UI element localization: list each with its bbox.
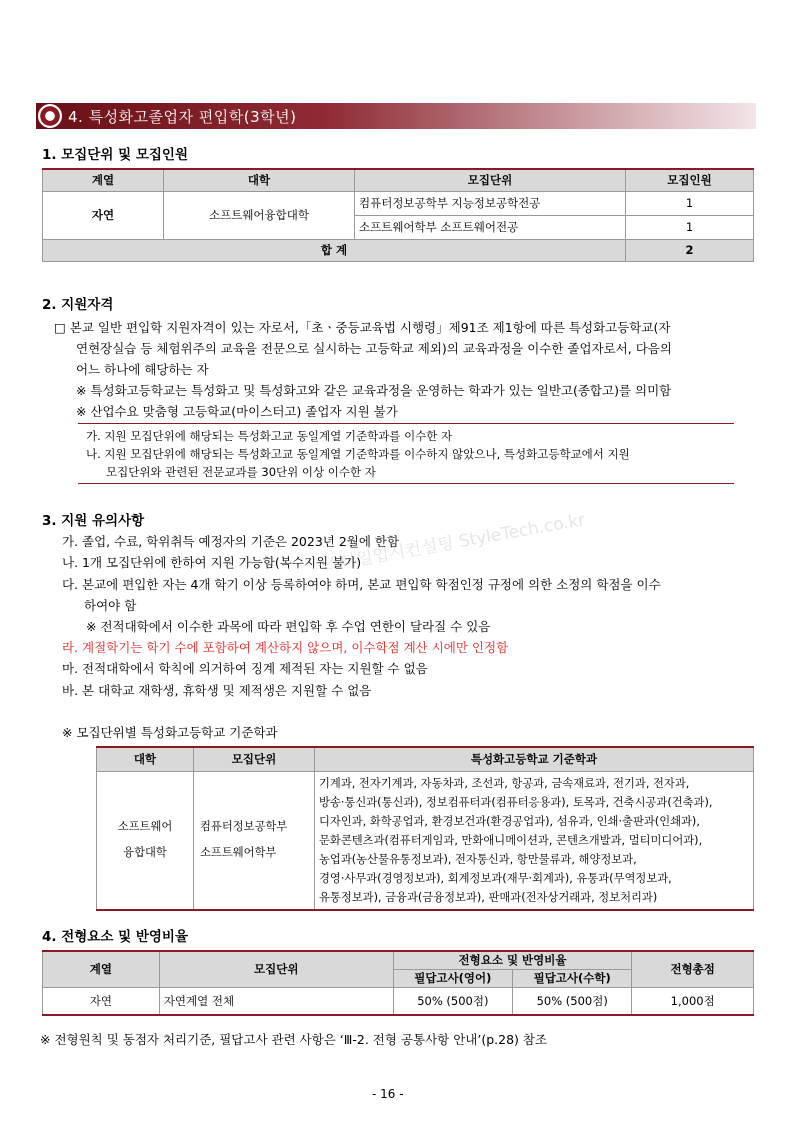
cell-eng: 50% (500점): [393, 987, 512, 1015]
notice-item-4: 라. 계절학기는 학기 수에 포함하여 계산하지 않으며, 이수학점 계산 시에만 인정함: [62, 640, 509, 655]
th-college: 대학: [164, 169, 355, 191]
sec2-note-2: ※ 산업수요 맞춤형 고등학교(마이스터고) 졸업자 지원 불가: [76, 404, 398, 419]
sec2-heading: 2. 지원자격: [42, 297, 114, 313]
cell-unit: 자연계열 전체: [159, 987, 393, 1015]
th-eng: 필답고사(영어): [393, 969, 512, 987]
cell-unit-1: 컴퓨터정보공학부 지능정보공학전공: [355, 191, 626, 215]
sec4-footnote: ※ 전형원칙 및 동점자 처리기준, 필답고사 관련 사항은 ‘Ⅲ-2. 전형 공통사항 안내’(p.28) 참조: [40, 1032, 548, 1047]
cell-math: 50% (500점): [513, 987, 632, 1015]
notice-item-3: 다. 본교에 편입한 자는 4개 학기 이상 등록하여야 하며, 본교 편입학 학점인정 규정에 의한 소정의 학점을 이수: [62, 577, 661, 592]
subject-line: 기계과, 전자기계과, 자동차과, 조선과, 항공과, 금속재료과, 전기과, 전자과,: [319, 776, 690, 790]
selection-table: [42, 950, 754, 1016]
sec2-para-line-2: 연현장실습 등 체험위주의 교육을 전문으로 실시하는 고등학교 제외)의 교육과정을 이수한 졸업자로서, 다음의: [76, 341, 672, 356]
notice-item-6: 바. 본 대학교 재학생, 휴학생 및 제적생은 지원할 수 없음: [62, 683, 372, 698]
cell-college: [97, 771, 194, 910]
total-value: 2: [626, 239, 754, 261]
watermark: 스타일입시컨설팅 StyleTech.co.kr: [322, 510, 587, 576]
total-label: 합 계: [43, 239, 626, 261]
th-field: 계열: [43, 169, 164, 191]
cell-subjects: [315, 771, 754, 910]
notice-note: ※ 전적대학에서 이수한 과목에 따라 편입학 후 수업 연한이 달라질 수 있음: [86, 619, 491, 634]
box-line-3: 모집단위와 관련된 전문교과를 30단위 이상 이수한 자: [106, 465, 376, 479]
cell-total: 1,000점: [632, 987, 754, 1015]
subject-line: 방송·통신과(통신과), 정보컴퓨터과(컴퓨터응용과), 토목과, 건축시공과(건축과),: [319, 795, 713, 809]
th-unit: 모집단위: [355, 169, 626, 191]
college-line-1: 소프트웨어: [117, 820, 173, 833]
subject-line: 농업과(농산물유통정보과), 전자통신과, 항만물류과, 해양정보과,: [319, 852, 637, 866]
sec1-heading: 1. 모집단위 및 모집인원: [42, 147, 188, 163]
dept-table: [96, 746, 754, 911]
th-field: 계열: [43, 951, 160, 987]
page-number: - 16 -: [372, 1087, 404, 1101]
section-banner: [36, 103, 756, 129]
th-math: 필답고사(수학): [513, 969, 632, 987]
eligibility-box: [78, 423, 734, 484]
th-unit: 모집단위: [194, 747, 315, 771]
cell-field: 자연: [43, 987, 160, 1015]
sec2-note-1: ※ 특성화고등학교는 특성화고 및 특성화고와 같은 교육과정을 운영하는 학과가 있는 일반고(종합고)를 의미함: [76, 383, 672, 398]
unit-line-2: 소프트웨어학부: [200, 846, 277, 859]
notice-item-2: 나. 1개 모집단위에 한하여 지원 가능함(복수지원 불가): [62, 555, 362, 570]
section-title: 4. 특성화고졸업자 편입학(3학년): [68, 107, 297, 126]
cell-college: 소프트웨어융합대학: [164, 191, 355, 239]
th-college: 대학: [97, 747, 194, 771]
sec2-para-line-3: 어느 하나에 해당하는 자: [76, 362, 209, 377]
notice-item-3-cont: 하여야 함: [84, 598, 137, 613]
sec2-para-line-1: □ 본교 일반 편입학 지원자격이 있는 자로서,「초ㆍ중등교육법 시행령」제91조 제1항에 따른 특성화고등학교(자: [54, 320, 671, 335]
college-line-2: 융합대학: [123, 846, 167, 859]
cell-field: 자연: [43, 191, 164, 239]
notice-item-1: 가. 졸업, 수료, 학위취득 예정자의 기준은 2023년 2월에 한함: [62, 534, 400, 549]
th-subjects: 특성화고등학교 기준학과: [315, 747, 754, 771]
sec3-heading: 3. 지원 유의사항: [42, 513, 145, 529]
dept-table-note: ※ 모집단위별 특성화고등학교 기준학과: [62, 725, 278, 740]
box-line-1: 가. 지원 모집단위에 해당되는 특성화고교 동일계열 기준학과를 이수한 자: [86, 429, 453, 443]
subject-line: 디자인과, 화학공업과, 환경보건과(환경공업과), 섬유과, 인쇄·출판과(인쇄과),: [319, 814, 700, 828]
cell-units: [194, 771, 315, 910]
th-unit: 모집단위: [159, 951, 393, 987]
university-emblem-icon: [38, 104, 62, 128]
cell-unit-2: 소프트웨어학부 소프트웨어전공: [355, 215, 626, 239]
unit-line-1: 컴퓨터정보공학부: [200, 820, 288, 833]
th-total: 전형총점: [632, 951, 754, 987]
cell-count-2: 1: [626, 215, 754, 239]
th-count: 모집인원: [626, 169, 754, 191]
cell-count-1: 1: [626, 191, 754, 215]
subject-line: 경영·사무과(경영정보과), 회계정보과(재무·회계과), 유통과(무역정보과,: [319, 871, 672, 885]
subject-line: 유통정보과), 금융과(금융정보과), 판매과(전자상거래과, 정보처리과): [319, 890, 658, 904]
box-line-2: 나. 지원 모집단위에 해당되는 특성화고교 동일계열 기준학과를 이수하지 않았으나, 특성화고등학교에서 지원: [86, 447, 630, 461]
notice-item-5: 마. 전적대학에서 학칙에 의거하여 징계 제적된 자는 지원할 수 없음: [62, 661, 428, 676]
subject-line: 문화콘텐츠과(컴퓨터게임과, 만화애니메이션과, 콘텐츠개발과, 멀티미디어과),: [319, 833, 703, 847]
th-ratio: 전형요소 및 반영비율: [393, 951, 632, 969]
sec4-heading: 4. 전형요소 및 반영비율: [42, 929, 188, 945]
recruit-table: [42, 168, 754, 262]
